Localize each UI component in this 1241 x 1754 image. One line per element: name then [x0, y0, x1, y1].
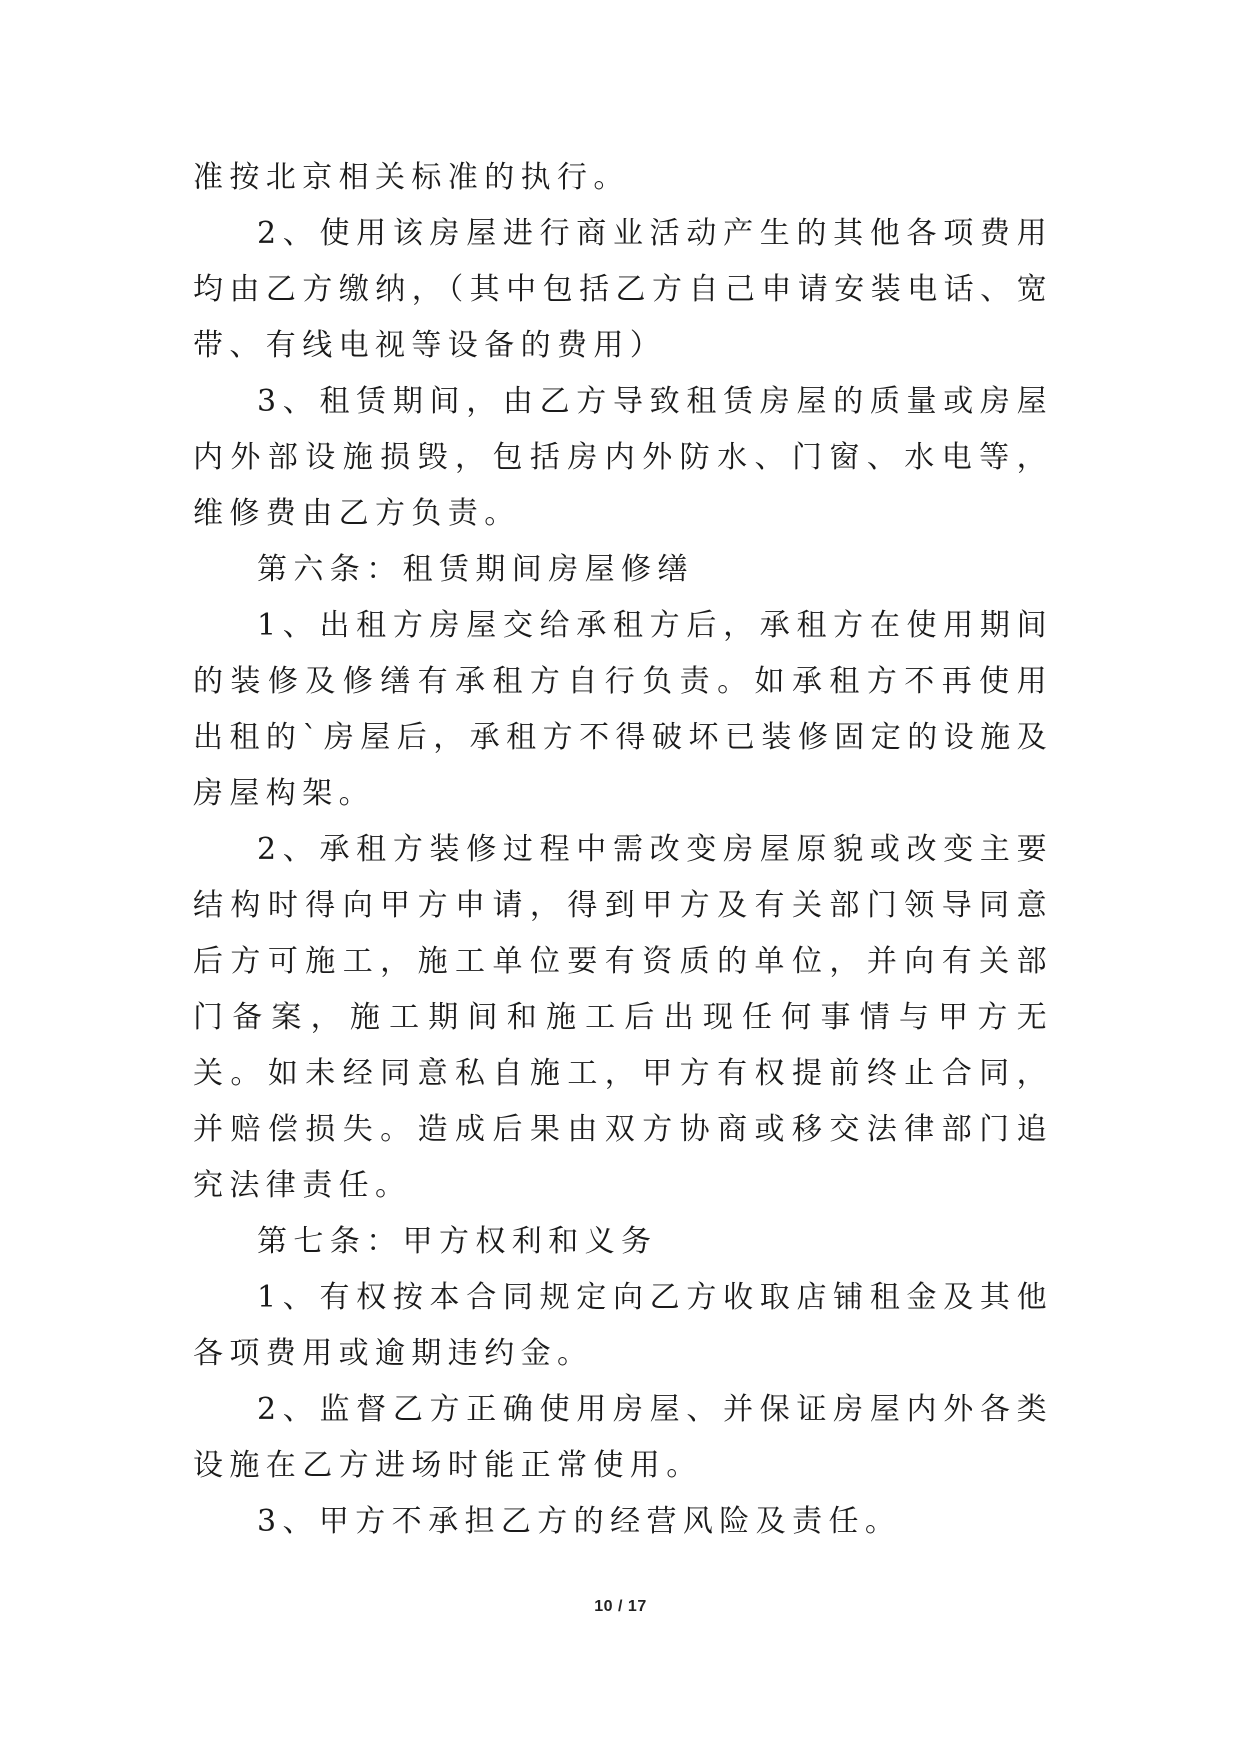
paragraph-article-7-item-2: 2、监督乙方正确使用房屋、并保证房屋内外各类设施在乙方进场时能正常使用。 — [193, 1392, 1053, 1483]
paragraph-clause-3-damage: 3、租赁期间，由乙方导致租赁房屋的质量或房屋内外部设施损毁，包括房内外防水、门窗、水电等，维修费由乙方负责。 — [193, 384, 1053, 531]
paragraph-article-6-item-1: 1、出租方房屋交给承租方后，承租方在使用期间的装修及修缮有承租方自行负责。如承租方不再使用出租的`房屋后，承租方不得破坏已装修固定的设施及房屋构架。 — [193, 608, 1053, 811]
section-heading-article-6: 第六条：租赁期间房屋修缮 — [257, 552, 694, 587]
page-number: 10 / 17 — [594, 1598, 647, 1615]
paragraph-article-7-item-1: 1、有权按本合同规定向乙方收取店铺租金及其他各项费用或逾期违约金。 — [193, 1280, 1053, 1371]
paragraph-article-7-item-3: 3、甲方不承担乙方的经营风险及责任。 — [257, 1504, 902, 1539]
paragraph-article-6-item-2: 2、承租方装修过程中需改变房屋原貌或改变主要结构时得向甲方申请，得到甲方及有关部门领导同意后方可施工，施工单位要有资质的单位，并向有关部门备案，施工期间和施工后出现任何事情与甲方无关。如未经同意私自施工，甲方有权提前终止合同，并赔偿损失。造成后果由双方协商或移交法律部门追究法律责任。 — [193, 832, 1053, 1203]
paragraph-clause-2-fees: 2、使用该房屋进行商业活动产生的其他各项费用均由乙方缴纳，（其中包括乙方自己申请安装电话、宽带、有线电视等设备的费用） — [193, 216, 1053, 363]
section-heading-article-7: 第七条：甲方权利和义务 — [257, 1224, 658, 1259]
paragraph-continuation: 准按北京相关标准的执行。 — [193, 160, 630, 195]
document-body — [193, 150, 1053, 1550]
